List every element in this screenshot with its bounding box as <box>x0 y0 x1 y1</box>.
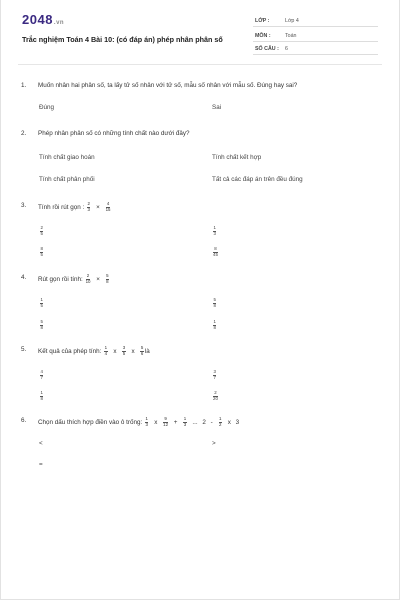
meta-grade: LỚP : Lớp 4 <box>253 16 378 27</box>
fraction: $\frac{2}{3}$ <box>87 201 90 212</box>
worksheet-page: 2048.vn Trắc nghiệm Toán 4 Bài 10: (có đáp án) phép nhân phân số LỚP : Lớp 4 MÔN : Toán SỐ CÂU : 6 1. Muốn nhân hai phân số, ta lấy tử số nhân với tử số, mẫu số nhân với mẫu số. Đúng hay sai? Đúng Sai 2. Phép nhân phân số có những tính chất nào dưới đây? Tính chất giao hoán Tính chất kết hợp Tính chất phân phối Tất cả các đáp án trên đều đúng 3. Tính rồi rút gọn : $\frac{2}{3}$ × $\frac{4}{15}$ $\frac{2}{5}$ $\frac{1}{3}$ $\frac{8}{5}$ $\frac{8}{45}$ 4. Rút gọn rồi tính: $\frac{2}{10}$ × $\frac{5}{8}$ $\frac{1}{5}$ $\frac{5}{8}$ $\frac{5}{8}$ $\frac{1}{8}$ 5. Kết quả của phép tính: $\frac{1}{4}$ x $\frac{3}{5}$ x $\frac{5}{6}$ là $\frac{4}{7}$ $\frac{3}{7}$ $\frac{1}{8}$ $\frac{2}{20}$ 6. Chọn dấu thích hợp điền vào ô trống: $\frac{1}{3}$ x $\frac{9}{12}$ + $\frac{1}{3}$ ... 2 - $\frac{1}{2}$ x 3 < > = <box>0 0 400 600</box>
fraction: $\frac{1}{3}$ <box>183 416 187 427</box>
fraction: $\frac{1}{3}$ <box>145 416 148 427</box>
q1-option-1[interactable]: Đúng <box>39 104 55 111</box>
q5-option-3[interactable]: $\frac{1}{8}$ <box>40 390 43 401</box>
q5-option-4[interactable]: $\frac{2}{20}$ <box>213 390 218 401</box>
fraction: $\frac{1}{4}$ <box>104 345 108 356</box>
q2-option-4[interactable]: Tất cả các đáp án trên đều đúng <box>212 176 303 183</box>
fraction: $\frac{5}{6}$ <box>140 345 144 356</box>
site-logo[interactable]: 2048.vn <box>22 12 65 27</box>
meta-question-count: SỐ CÂU : 6 <box>253 44 378 55</box>
q4-option-2[interactable]: $\frac{5}{8}$ <box>213 297 216 308</box>
q6-option-1[interactable]: < <box>39 440 43 447</box>
q5-option-1[interactable]: $\frac{4}{7}$ <box>40 369 43 380</box>
q1-option-2[interactable]: Sai <box>212 104 222 111</box>
fraction: $\frac{5}{8}$ <box>106 273 109 284</box>
fraction: $\frac{3}{5}$ <box>122 345 126 356</box>
q3-option-4[interactable]: $\frac{8}{45}$ <box>213 246 218 257</box>
q6-option-3[interactable]: = <box>39 461 43 468</box>
q4-option-1[interactable]: $\frac{1}{5}$ <box>40 297 43 308</box>
q4-option-4[interactable]: $\frac{1}{8}$ <box>213 319 216 330</box>
meta-subject: MÔN : Toán <box>253 31 378 42</box>
fraction: $\frac{1}{2}$ <box>219 416 222 427</box>
q2-option-1[interactable]: Tính chất giao hoán <box>39 154 95 161</box>
q5-option-2[interactable]: $\frac{3}{7}$ <box>213 369 216 380</box>
q3-option-1[interactable]: $\frac{2}{5}$ <box>40 225 43 236</box>
q2-option-2[interactable]: Tính chất kết hợp <box>212 154 262 161</box>
q3-option-2[interactable]: $\frac{1}{3}$ <box>213 225 216 236</box>
fraction: $\frac{2}{10}$ <box>85 273 91 284</box>
fraction: $\frac{9}{12}$ <box>163 416 169 427</box>
worksheet-title: Trắc nghiệm Toán 4 Bài 10: (có đáp án) phép nhân phân số <box>22 35 223 44</box>
q2-option-3[interactable]: Tính chất phân phối <box>39 176 95 183</box>
q6-option-2[interactable]: > <box>212 440 216 447</box>
q4-option-3[interactable]: $\frac{5}{8}$ <box>40 319 43 330</box>
blank-box[interactable]: ... <box>192 418 198 426</box>
fraction: $\frac{4}{15}$ <box>105 201 111 212</box>
q3-option-3[interactable]: $\frac{8}{5}$ <box>40 246 43 257</box>
header-divider <box>18 64 382 65</box>
